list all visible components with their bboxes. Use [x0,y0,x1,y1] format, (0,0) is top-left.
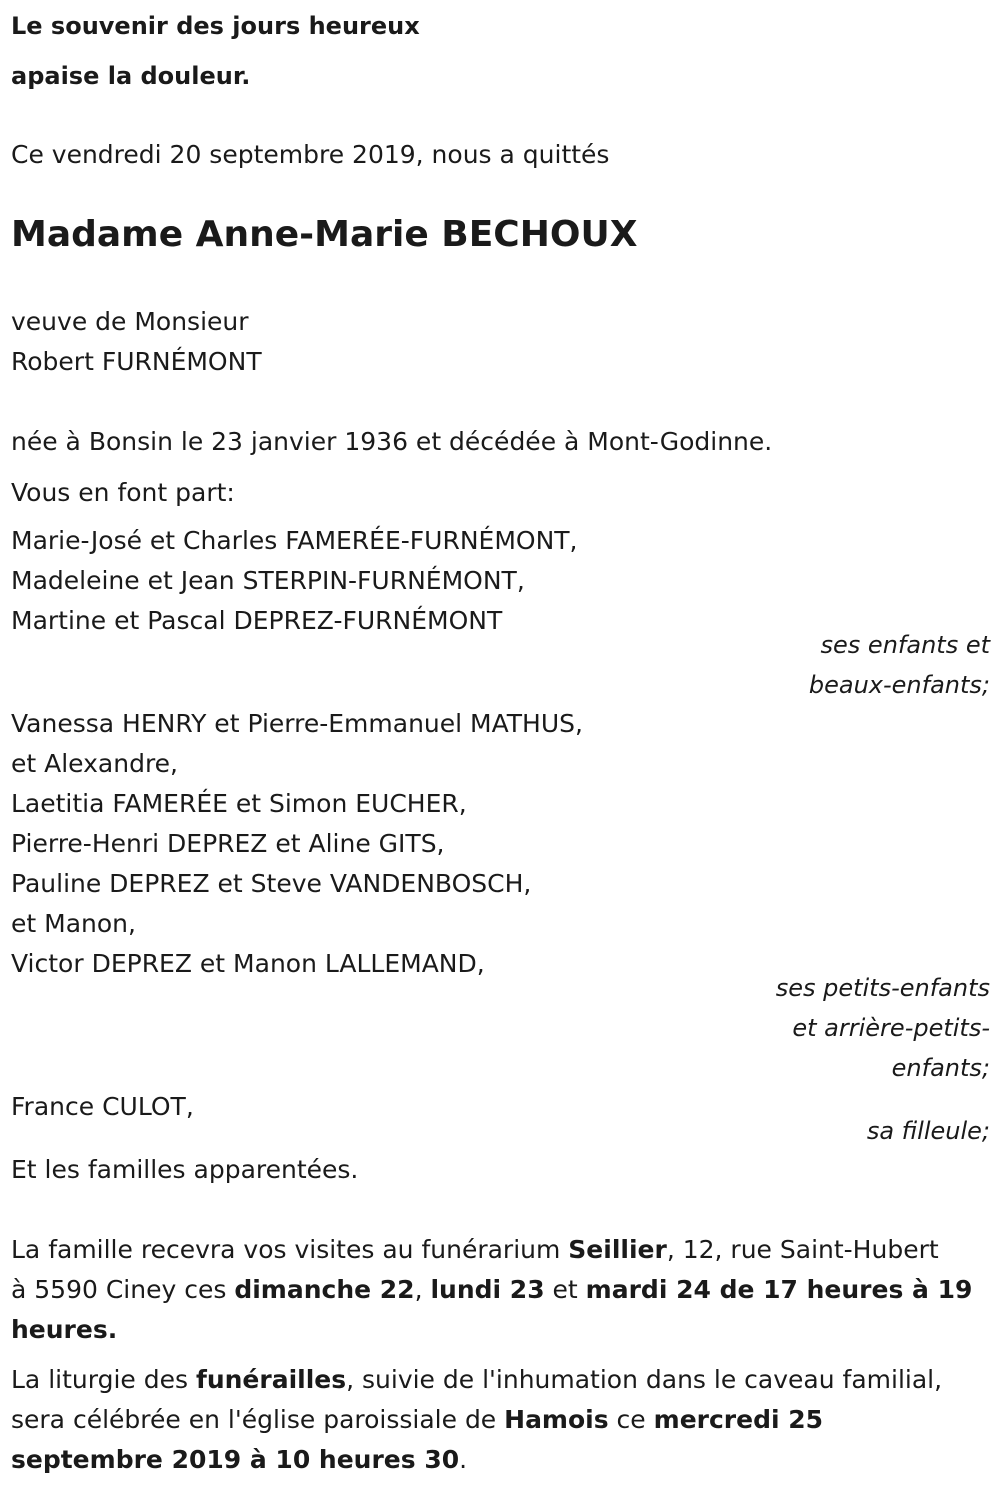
visits-text: , [414,1275,431,1304]
visit-day: lundi 23 [430,1275,545,1304]
spouse-line-1: veuve de Monsieur [11,307,249,336]
grandchild-line: Vanessa HENRY et Pierre-Emmanuel MATHUS, [11,709,583,738]
announcement: Ce vendredi 20 septembre 2019, nous a quittés [11,140,610,169]
visits-line-1 [11,1230,939,1270]
funeral-text: . [459,1445,468,1474]
funeral-text: La liturgie des [11,1365,196,1394]
epigraph-line-2: apaise la douleur. [11,62,251,90]
visits-text: , 12, rue Saint-Hubert [666,1235,939,1264]
visits-line-2 [11,1270,972,1310]
grandchild-line: Laetitia FAMERÉE et Simon EUCHER, [11,789,467,818]
intro-line: Vous en font part: [11,478,235,507]
grandchildren-relation-line: enfants; [891,1054,990,1082]
epigraph-line-1: Le souvenir des jours heureux [11,12,420,40]
visits-text: et [544,1275,586,1304]
visits-text: à 5590 Ciney ces [11,1275,235,1304]
birth-death-line: née à Bonsin le 23 janvier 1936 et décédée à Mont-Godinne. [11,427,773,456]
funeral-line-2 [11,1400,823,1440]
funerarium-name: Seillier [568,1235,667,1264]
families-line: Et les familles apparentées. [11,1155,359,1184]
grandchild-line: et Alexandre, [11,749,179,778]
child-line: Martine et Pascal DEPREZ-FURNÉMONT [11,606,503,635]
goddaughter-line: France CULOT, [11,1092,194,1121]
funeral-date: mercredi 25 [653,1405,824,1434]
funeral-text: sera célébrée en l'église paroissiale de [11,1405,505,1434]
grandchildren-relation-line: ses petits-enfants [775,974,990,1002]
children-relation-line: ses enfants et [820,631,990,659]
child-line: Madeleine et Jean STERPIN-FURNÉMONT, [11,566,525,595]
grandchild-line: Pauline DEPREZ et Steve VANDENBOSCH, [11,869,532,898]
child-line: Marie-José et Charles FAMERÉE-FURNÉMONT, [11,526,578,555]
grandchild-line: Victor DEPREZ et Manon LALLEMAND, [11,949,485,978]
visit-day: dimanche 22 [234,1275,415,1304]
visits-text: La famille recevra vos visites au funérarium [11,1235,569,1264]
funeral-text: ce [608,1405,654,1434]
church-location: Hamois [504,1405,609,1434]
funeral-text: , suivie de l'inhumation dans le caveau familial, [346,1365,943,1394]
funeral-line-3 [11,1440,467,1480]
funeral-date: septembre 2019 à 10 heures 30 [11,1445,460,1474]
deceased-name: Madame Anne-Marie BECHOUX [11,214,638,255]
children-relation-line: beaux-enfants; [808,671,990,699]
visit-hours: heures. [11,1315,118,1344]
visits-line-3 [11,1310,117,1350]
goddaughter-relation: sa filleule; [866,1117,990,1145]
spouse-line-2: Robert FURNÉMONT [11,347,262,376]
funeral-line-1 [11,1360,942,1400]
grandchild-line: et Manon, [11,909,136,938]
funeral-keyword: funérailles [195,1365,347,1394]
grandchild-line: Pierre-Henri DEPREZ et Aline GITS, [11,829,445,858]
grandchildren-relation-line: et arrière-petits- [792,1014,990,1042]
visit-hours: mardi 24 de 17 heures à 19 [585,1275,973,1304]
